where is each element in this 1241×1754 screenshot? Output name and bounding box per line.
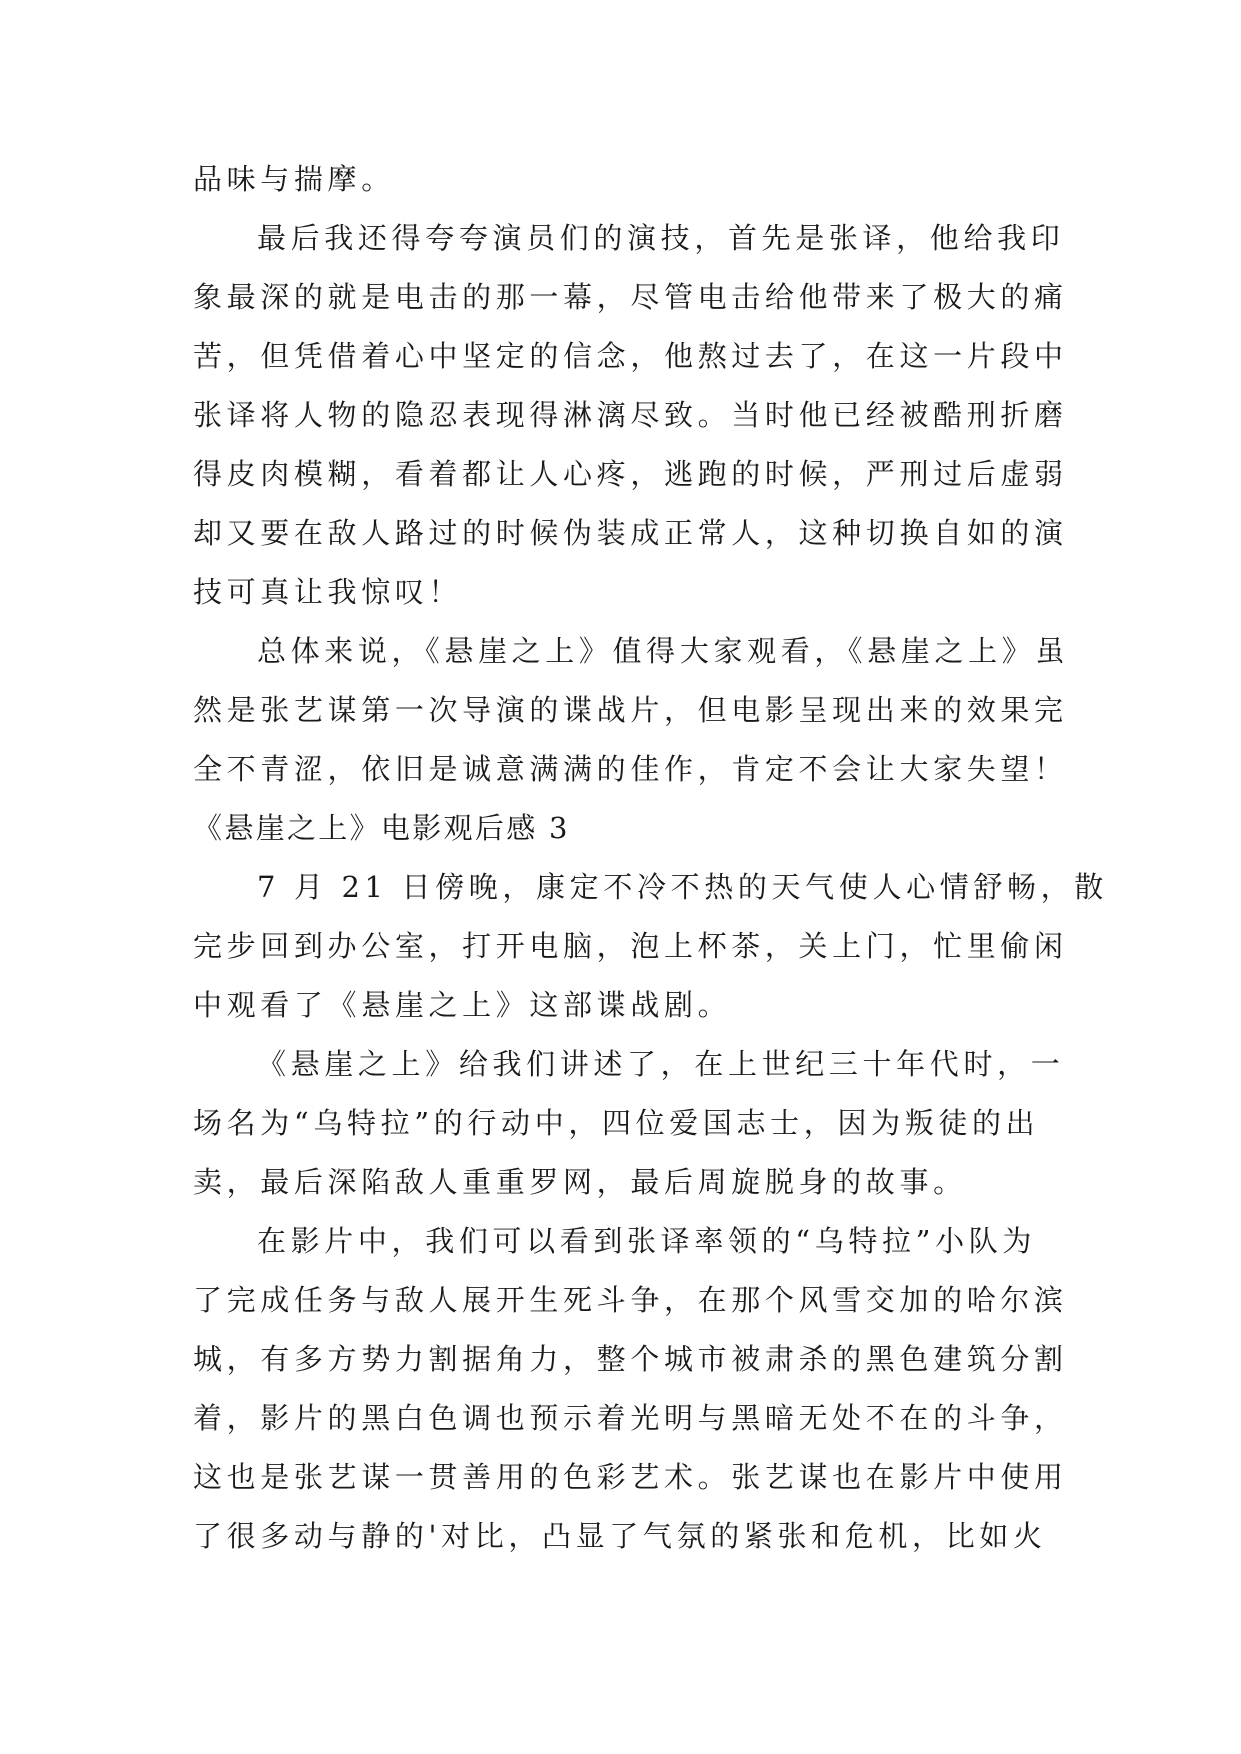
text-line: 技可真让我惊叹！ [193,575,463,609]
text-line: 全不青涩，依旧是诚意满满的佳作，肯定不会让大家失望！ [193,752,1068,786]
text-line: 张译将人物的隐忍表现得淋漓尽致。当时他已经被酷刑折磨 [193,398,1068,432]
text-line: 这也是张艺谋一贯善用的色彩艺术。张艺谋也在影片中使用 [193,1460,1068,1494]
text-line: 品味与揣摩。 [193,162,395,196]
paragraph-start-line: 7 月 21 日傍晚，康定不冷不热的天气使人心情舒畅，散 [257,870,1108,904]
text-line: 着，影片的黑白色调也预示着光明与黑暗无处不在的斗争， [193,1401,1068,1435]
section-heading: 《悬崖之上》电影观后感 3 [193,811,570,845]
text-line: 完步回到办公室，打开电脑，泡上杯茶，关上门，忙里偷闲 [193,929,1068,963]
text-line: 卖，最后深陷敌人重重罗网，最后周旋脱身的故事。 [193,1165,967,1199]
text-line: 了很多动与静的'对比，凸显了气氛的紧张和危机，比如火 [193,1519,1047,1553]
text-line: 得皮肉模糊，看着都让人心疼，逃跑的时候，严刑过后虚弱 [193,457,1068,491]
paragraph-start-line: 在影片中，我们可以看到张译率领的“乌特拉”小队为 [257,1224,1037,1258]
paragraph-start-line: 《悬崖之上》给我们讲述了，在上世纪三十年代时，一 [257,1047,1065,1081]
paragraph-start-line: 最后我还得夸夸演员们的演技，首先是张译，他给我印 [257,221,1065,255]
text-line: 却又要在敌人路过的时候伪装成正常人，这种切换自如的演 [193,516,1068,550]
text-line: 中观看了《悬崖之上》这部谍战剧。 [193,988,732,1022]
text-line: 了完成任务与敌人展开生死斗争，在那个风雪交加的哈尔滨 [193,1283,1068,1317]
document-page [193,150,1108,1566]
text-line: 苦，但凭借着心中坚定的信念，他熬过去了，在这一片段中 [193,339,1068,373]
text-line: 象最深的就是电击的那一幕，尽管电击给他带来了极大的痛 [193,280,1068,314]
paragraph-start-line: 总体来说，《悬崖之上》值得大家观看，《悬崖之上》虽 [257,634,1070,668]
text-line: 场名为“乌特拉”的行动中，四位爱国志士，因为叛徒的出 [193,1106,1040,1140]
text-line: 然是张艺谋第一次导演的谍战片，但电影呈现出来的效果完 [193,693,1068,727]
text-line: 城，有多方势力割据角力，整个城市被肃杀的黑色建筑分割 [193,1342,1068,1376]
